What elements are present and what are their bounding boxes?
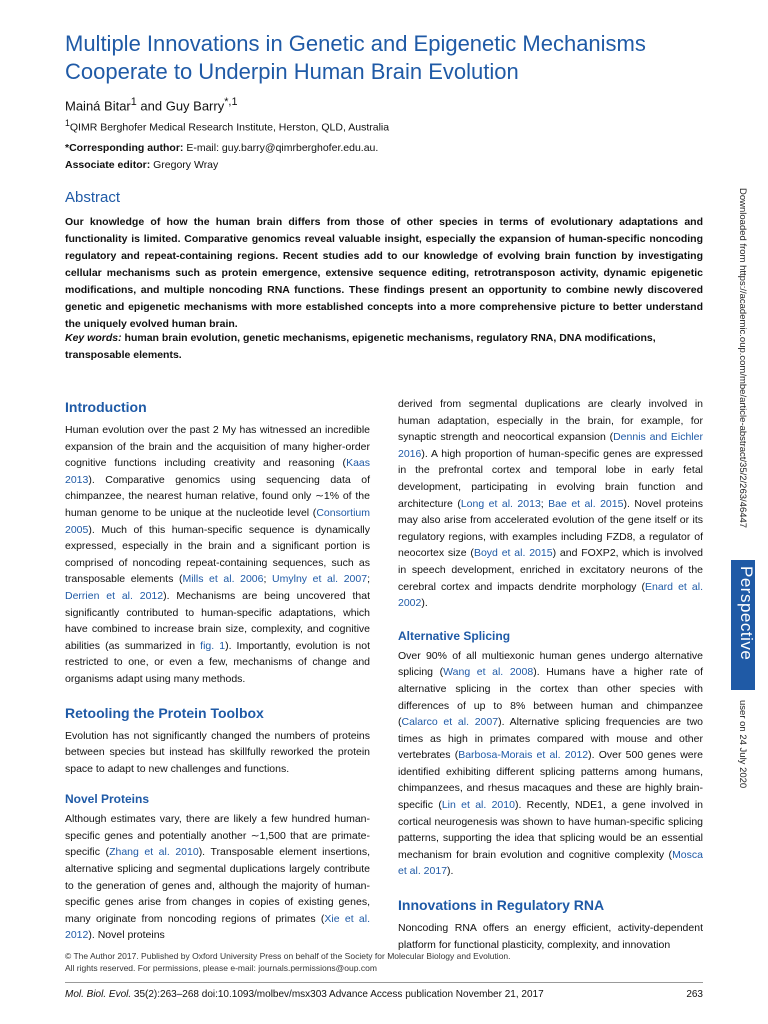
citation-link[interactable]: Barbosa-Morais et al. 2012 [458, 749, 589, 762]
author-separator: and [136, 98, 166, 114]
citation-link[interactable]: Xie et al. 2012 [65, 912, 370, 942]
affiliation-marker: 1 [65, 118, 70, 128]
author-name: Mainá Bitar [65, 98, 131, 114]
page-footer [65, 989, 703, 1000]
citation-link[interactable]: Umylny et al. 2007 [272, 573, 368, 586]
corresponding-email[interactable]: E-mail: guy.barry@qimrberghofer.edu.au. [183, 142, 379, 154]
left-column [65, 398, 370, 944]
affiliation-text: QIMR Berghofer Medical Research Institute, Herston, QLD, Australia [69, 121, 390, 134]
citation-link[interactable]: Boyd et al. 2015 [473, 547, 553, 560]
keywords-text: human brain evolution, genetic mechanisms, epigenetic mechanisms, regulatory RNA, DNA modifications, transposable elements. [65, 332, 656, 361]
abstract-text: Our knowledge of how the human brain differs from those of other species in terms of evolutionary adaptations and functionality is limited. Comparative genomics reveal valuable insight, especially the expansion of human-specific noncoding regulatory and repeat-containing regions. Recent studies add to our knowledge of evolving brain function by investigating cellular mechanisms such as protein emergence, extensive sequence editing, retrotransposon activity, dynamic epigenetic modifications, and multiple noncoding RNA functions. These findings present an opportunity to combine newly discovered genetic and epigenetic mechanisms with more established concepts into a more comprehensive picture to better understand the uniquely evolved human brain. [65, 216, 703, 330]
section-heading-retooling: Retooling the Protein Toolbox [65, 704, 264, 721]
citation-link[interactable]: Mosca et al. 2017 [398, 848, 703, 878]
editor-label: Associate editor: [65, 159, 151, 171]
citation-link[interactable]: Kaas 2013 [65, 457, 370, 486]
citation-link[interactable]: Long et al. 2013 [460, 497, 541, 510]
novel-continued-paragraph: derived from segmental duplications are clearly involved in human adaptation, especially in the brain, for example, for synaptic strength and neocortical expansion (Dennis and Eichler 2016). A high proportion of human-specific genes are expressed in the prefrontal cortex and temporal lobe in early fetal development, participating in evolving brain function and architecture (Long et al. 2013; Bae et al. 2015). Novel proteins may also arise from accelerated evolution of the gene itself or its regulatory regions, with examples including FZD8, a regulator of neocortex size (Boyd et al. 2015) and FOXP2, which is involved in speech development, enriched in excitatory neurons of the cerebral cortex and impacts dendrite morphology (Enard et al. 2002). [398, 398, 704, 610]
citation-info: 35(2):263–268 doi:10.1093/molbev/msx303 Advance Access publication November 21, 2017 [131, 989, 544, 1000]
editor-name: Gregory Wray [150, 159, 219, 171]
copyright-notice [65, 950, 511, 974]
intro-paragraph: Human evolution over the past 2 My has witnessed an incredible expansion of the brain and the acquisition of many higher-order cognitive functions including creativity and reasoning (Kaas 2013). Comparative genomics using sequencing data of chimpanzee, the nearest human relative, found only ∼1% of the human genome to be unique at the nucleotide level (Consortium 2005). Much of this human-specific sequence is dynamically expressed, especially in the brain and a significant portion is comprised of noncoding repeat-containing sequences, such as transposable elements (Mills et al. 2006; Umylny et al. 2007; Derrien et al. 2012). Mechanisms are being uncovered that significantly contributed to human-specific adaptations, which have combined to increase brain size, complexity, and cognitive abilities (as summarized in fig. 1). Importantly, evolution is not restricted to one, or even a few, mechanisms of change and organisms adapt using many methods. [65, 424, 370, 685]
copyright-line: © The Author 2017. Published by Oxford University Press on behalf of the Society for Molecular Biology and Evolution. [65, 951, 511, 961]
page-number: 263 [686, 989, 703, 1000]
journal-name: Mol. Biol. Evol. [65, 989, 132, 1000]
right-column [398, 396, 703, 953]
citation-link[interactable]: Calarco et al. 2007 [401, 716, 499, 729]
author-name: Guy Barry [165, 98, 225, 114]
regrna-paragraph: Noncoding RNA offers an energy efficient, activity-dependent platform for functional plasticity, complexity, and innovation [398, 922, 703, 951]
subsection-heading-novel-proteins: Novel Proteins [65, 792, 150, 807]
corresponding-label: *Corresponding author: [65, 142, 184, 154]
article-title: Multiple Innovations in Genetic and Epigenetic Mechanisms Cooperate to Underpin Human Brain Evolution [65, 31, 646, 84]
abstract-heading: Abstract [65, 189, 121, 206]
correspondence-block [65, 140, 378, 174]
keywords [65, 330, 703, 364]
citation-link[interactable]: Wang et al. 2008 [443, 666, 534, 679]
citation-link[interactable]: Mills et al. 2006 [182, 573, 264, 586]
affiliation-marker: 1 [130, 96, 137, 108]
download-notice-bottom: user on 24 July 2020 [737, 700, 748, 789]
citation-link[interactable]: Dennis and Eichler 2016 [398, 431, 703, 460]
section-heading-introduction: Introduction [65, 399, 147, 415]
retool-paragraph: Evolution has not significantly changed the numbers of proteins between species but instead has skillfully reworked the protein space to adapt to new challenges and functions. [65, 729, 370, 775]
citation-link[interactable]: Bae et al. 2015 [548, 497, 624, 510]
citation-link[interactable]: Enard et al. 2002 [398, 580, 704, 610]
citation-link[interactable]: Consortium 2005 [65, 506, 370, 536]
subsection-heading-alternative-splicing: Alternative Splicing [398, 628, 511, 643]
download-notice-top: Downloaded from https://academic.oup.com/mbe/article-abstract/35/2/263/46447 [737, 188, 748, 529]
figure-link[interactable]: fig. 1 [200, 639, 226, 652]
perspective-label: Perspective [737, 566, 756, 661]
footer-divider [65, 982, 703, 983]
splicing-paragraph: Over 90% of all multiexonic human genes undergo alternative splicing (Wang et al. 2008). Humans have a higher rate of alternative splicing in the cortex than other species with differences of up to 8% between human and chimpanzee (Calarco et al. 2007). Alternative splicing frequencies are two times as high in primates compared with mouse and other vertebrates (Barbosa-Morais et al. 2012). Over 500 genes were identified exhibiting different splicing patterns among humans, chimpanzees, and rhesus macaques and these are highly brain-specific (Lin et al. 2010). Recently, NDE1, a gene involved in cortical neurogenesis was shown to have human-specific splicing patterns, supporting the idea that splicing would be an essential mechanism for brain evolution and cognitive complexity (Mosca et al. 2017). [398, 649, 703, 878]
citation-link[interactable]: Zhang et al. 2010 [109, 846, 199, 859]
citation-link[interactable]: Lin et al. 2010 [441, 799, 515, 812]
section-heading-regulatory-rna: Innovations in Regulatory RNA [398, 897, 605, 914]
keywords-label: Key words: [65, 332, 122, 344]
novel-paragraph: Although estimates vary, there are likely a few hundred human-specific genes and potentially another ∼1,500 that are primate-specific (Zhang et al. 2010). Transposable element insertions, alternative splicing and segmental duplications largely contribute to the generation of genes and, although the majority of human-specific genes arise from changes in copies of existing genes, many originate from noncoding regions of primates (Xie et al. 2012). Novel proteins [65, 813, 370, 942]
affiliation-marker: *,1 [224, 96, 238, 108]
author-list [65, 96, 237, 113]
permissions-line: All rights reserved. For permissions, please e-mail: journals.permissions@oup.com [65, 963, 377, 973]
affiliation [65, 118, 389, 134]
citation-link[interactable]: Derrien et al. 2012 [65, 589, 164, 602]
